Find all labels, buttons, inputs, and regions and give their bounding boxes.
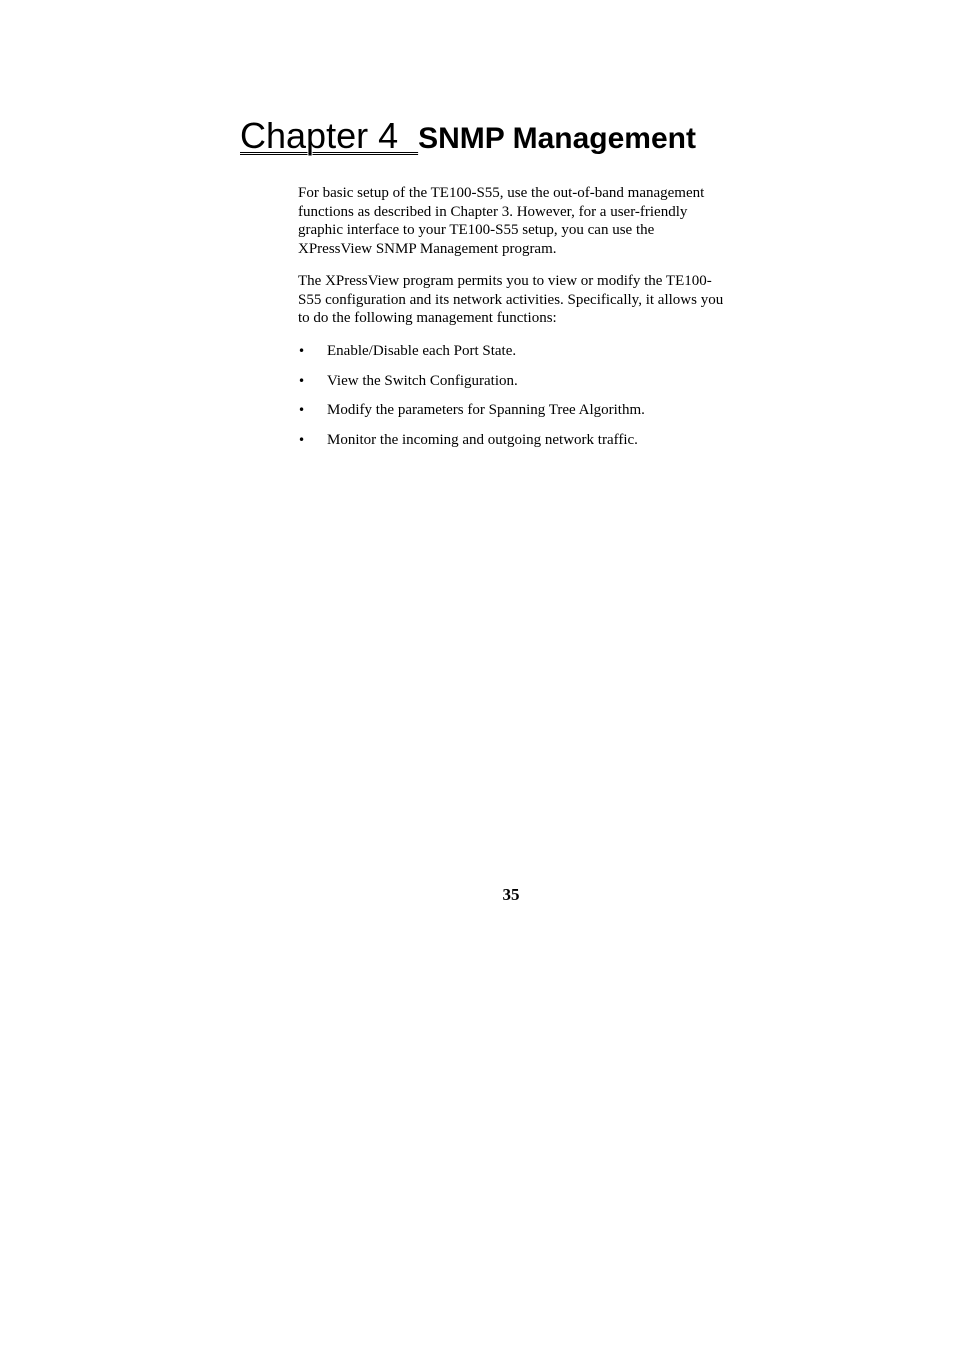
bullet-icon: •	[298, 373, 306, 388]
list-item	[298, 372, 728, 402]
chapter-label: Chapter 4	[240, 115, 419, 156]
chapter-title: SNMP Management	[418, 122, 696, 155]
chapter-heading	[240, 116, 696, 164]
list-item-text: Enable/Disable each Port State.	[327, 343, 517, 359]
intro-paragraph: For basic setup of the TE100-S55, use the out-of-band management functions as described in Chapter 3. However, for a user-friendly graphic interface to your TE100-S55 setup, you can use the XPressView SNMP Management program.	[298, 185, 705, 257]
list-item	[298, 342, 728, 372]
list-item-text: Monitor the incoming and outgoing network traffic.	[327, 431, 638, 448]
list-item-text: Modify the parameters for Spanning Tree Algorithm.	[327, 402, 645, 418]
list-item	[298, 431, 728, 461]
bullet-icon: •	[298, 432, 306, 447]
bullet-icon: •	[298, 344, 306, 358]
description-paragraph: The XPressView program permits you to view or modify the TE100-S55 configuration and its network activities. Specifically, it allows you to do the following management functions:	[298, 273, 724, 327]
page-number: 35	[502, 885, 520, 904]
bullet-icon: •	[298, 403, 306, 417]
list-item-text: View the Switch Configuration.	[327, 372, 518, 389]
management-functions-list	[298, 342, 728, 460]
list-item	[298, 401, 728, 431]
